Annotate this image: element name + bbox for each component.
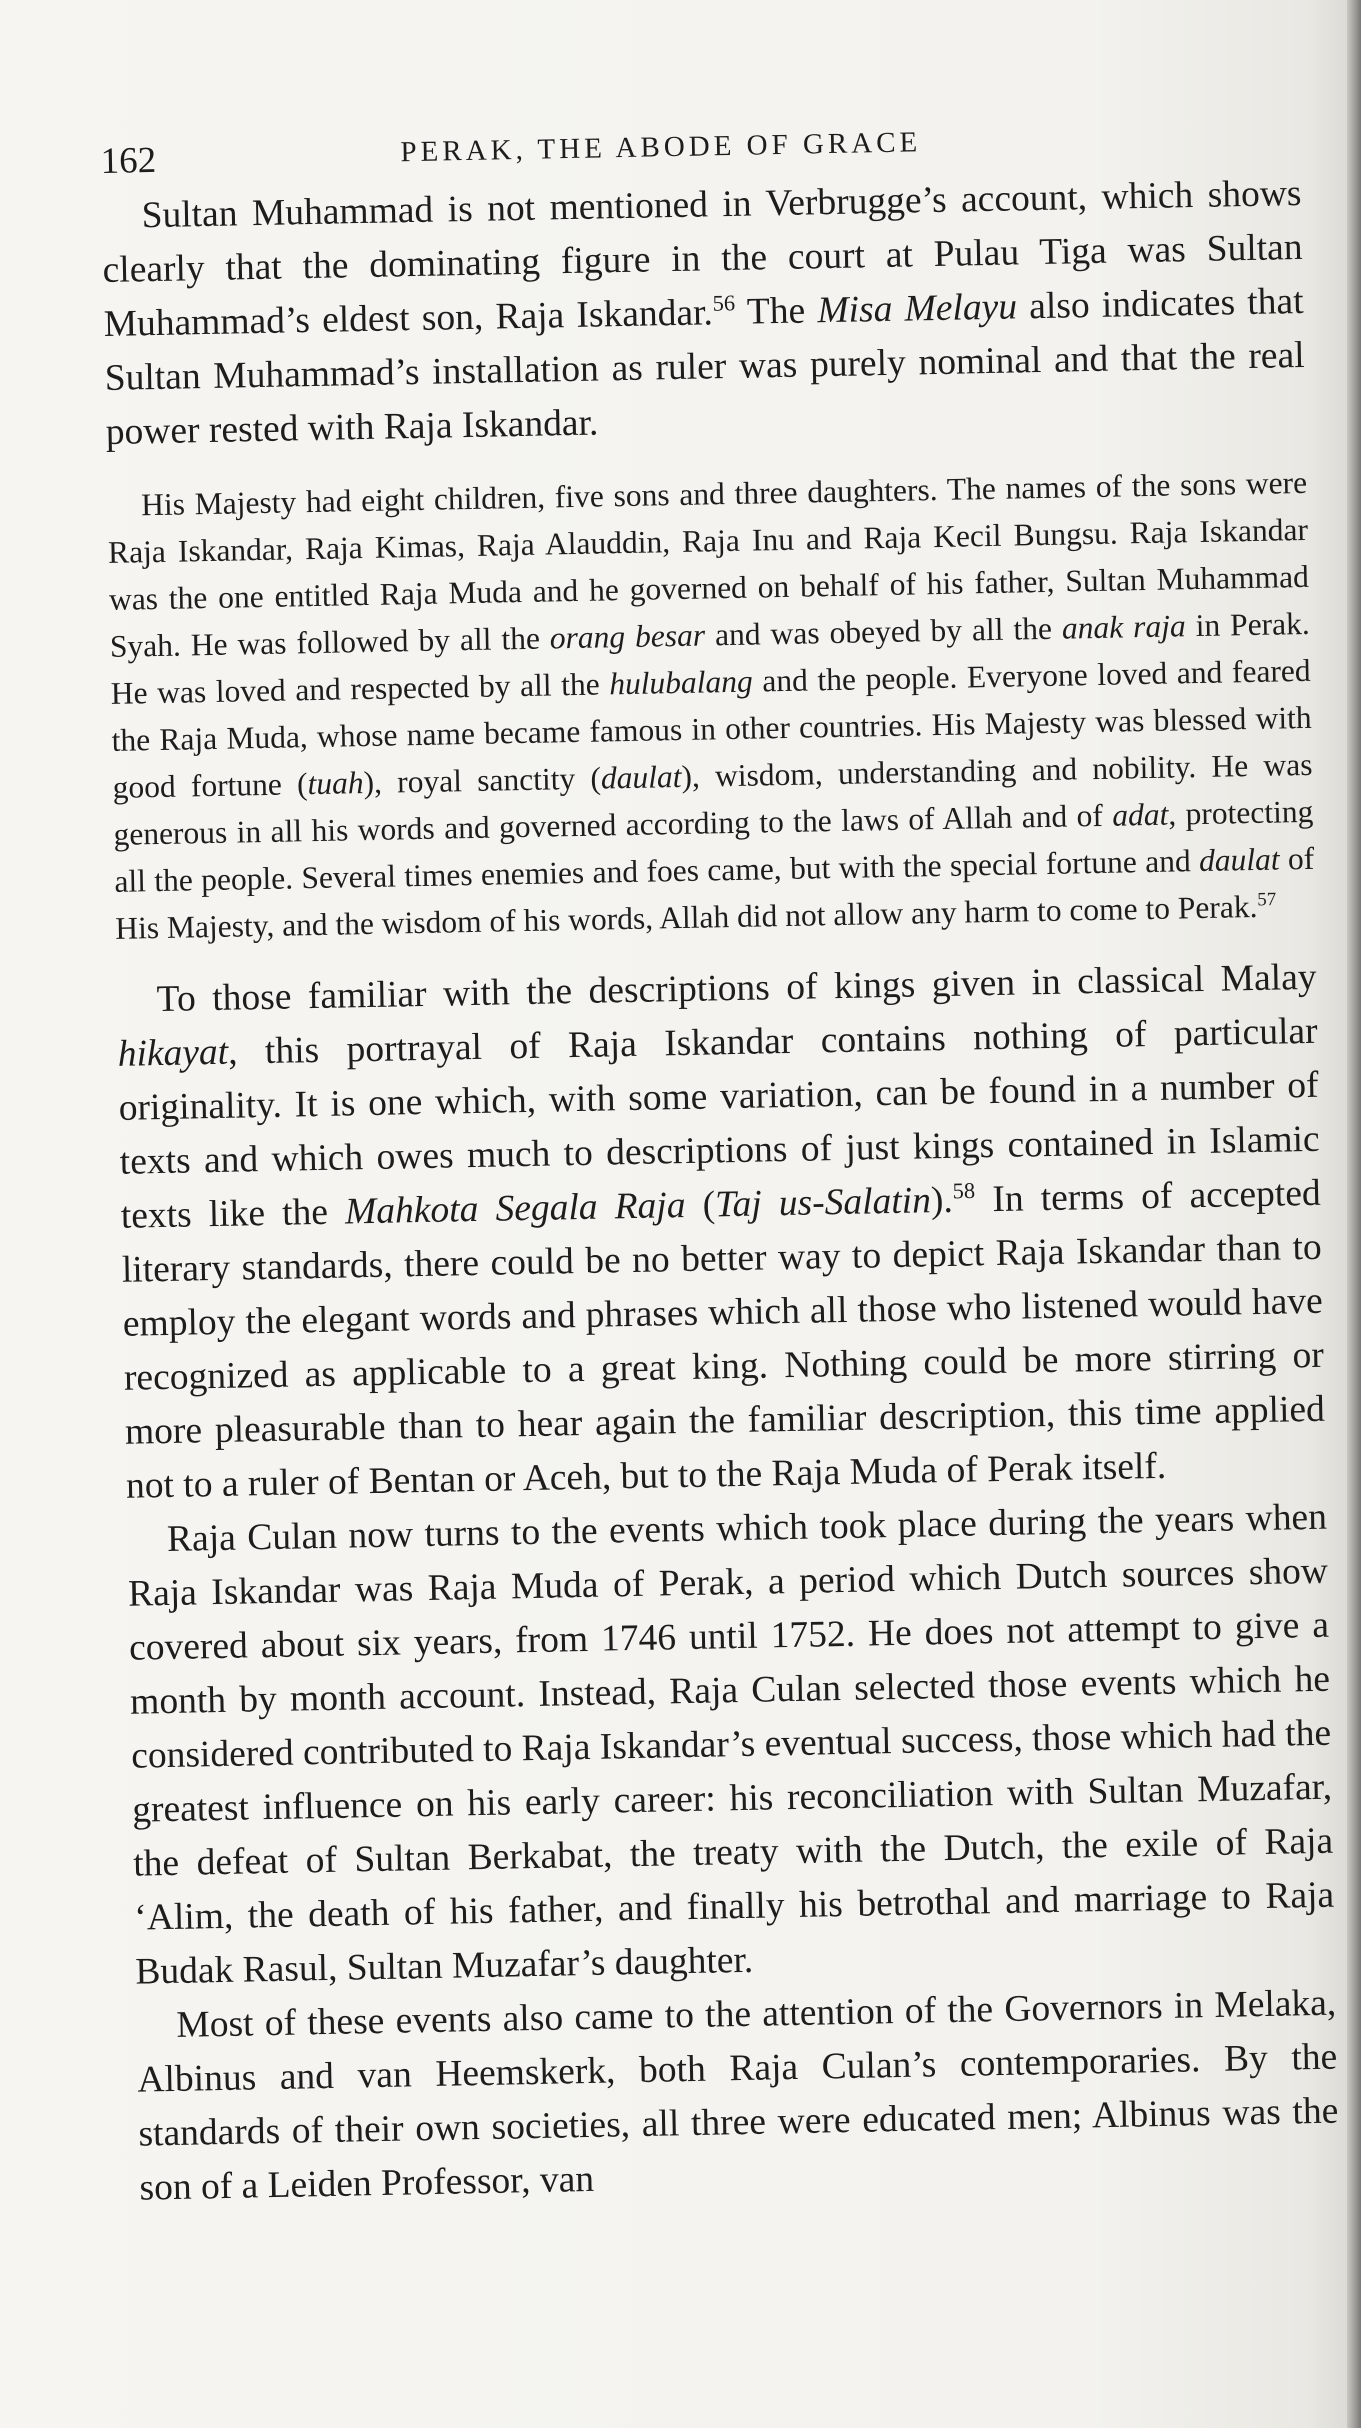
text-run: and the people. Everyone loved and feared the Raja Muda, whose name became famous in other countries. His Majesty was blessed with good fortune ( (111, 652, 1312, 805)
text-run: also indicates that Sultan Muhammad’s installation as ruler was purely nominal and that the real power rested with Raja Iskandar. (104, 280, 1305, 453)
text-run: To those familiar with the descriptions of kings given in classical Malay (156, 956, 1317, 1021)
paragraph-1 (101, 167, 1306, 460)
running-head: PERAK, THE ABODE OF GRACE (400, 126, 922, 169)
footnote-ref-56: 56 (712, 290, 736, 316)
page-gutter-shadow (1347, 0, 1361, 2428)
text-run: ), royal sanctity ( (363, 760, 602, 801)
text-run: , protecting all the people. Several times enemies and foes came, but with the special fortune and (114, 793, 1314, 899)
text-run: ( (685, 1184, 716, 1226)
text-run: of His Majesty, and the wisdom of his words, Allah did not allow any harm to come to Perak. (114, 840, 1315, 946)
italic-term: anak raja (1061, 608, 1186, 646)
text-run: In terms of accepted literary standards, there could be no better way to depict Raja Iskandar than to employ the elegant words and phrases which all those who listened would have recognized as applicable to a great king. Nothing could be more stirring or more pleasurable than to hear again the familiar description, this time applied not to a ruler of Bentan or Aceh, but to the Raja Muda of Perak itself. (121, 1172, 1326, 1507)
text-run: and was obeyed by all the (704, 610, 1063, 653)
italic-term: tuah (307, 765, 364, 802)
italic-term: hikayat (117, 1031, 229, 1075)
text-run: The (734, 290, 818, 333)
text-run: , this portrayal of Raja Iskandar contains nothing of particular originality. It is one which, with some variation, can be found in a number of texts and which owes much to descriptions of just kings contained in Islamic texts like the (118, 1010, 1320, 1237)
block-quote (107, 459, 1316, 952)
page-number: 162 (100, 139, 157, 182)
paragraph-4: Most of these events also came to the attention of the Governors in Melaka, Albinus and van Heemskerk, both Raja Culan’s contemporaries. By the standards of their own societies, all three were educated men; Albinus was the son of a Leiden Professor, van (137, 1982, 1339, 2209)
page-content (100, 107, 1340, 2216)
italic-term: orang besar (549, 617, 706, 656)
italic-term: daulat (600, 758, 682, 796)
footnote-ref-57: 57 (1257, 889, 1277, 911)
text-run: in Perak. He was loved and respected by all the (110, 605, 1311, 711)
italic-term: adat (1111, 796, 1169, 833)
italic-title: Mahkota Segala Raja (344, 1184, 686, 1233)
text-run: ). (930, 1179, 954, 1222)
footnote-ref-58: 58 (952, 1177, 976, 1204)
italic-term: daulat (1198, 841, 1280, 879)
paragraph-3: Raja Culan now turns to the events which took place during the years when Raja Iskandar was Raja Muda of Perak, a period which Dutch sources show covered about six years, from 1746 until 1752. He does not attempt to give a month by month account. Instead, Raja Culan selected those events which he considered contributed to Raja Iskandar’s eventual success, those which had the greatest influence on his early career: his reconciliation with Sultan Muzafar, the defeat of Sultan Berkabat, the treaty with the Dutch, the exile of Raja ‘Alim, the death of his father, and finally his betrothal and marriage to Raja Budak Rasul, Sultan Muzafar’s daughter. (127, 1496, 1335, 1993)
italic-term: hulubalang (608, 663, 754, 702)
italic-title: Taj us-Salatin (714, 1180, 932, 1226)
text-run: Sultan Muhammad is not mentioned in Verbrugge’s account, which shows clearly that the dominating figure in the court at Pulau Tiga was Sultan Muhammad’s eldest son, Raja Iskandar. (102, 172, 1303, 345)
text-run: His Majesty had eight children, five sons and three daughters. The names of the sons were Raja Iskandar, Raja Kimas, Raja Alauddin, Raja Inu and Raja Kecil Bungsu. Raja Iskandar was the one entitled Raja Muda and he governed on behalf of his father, Sultan Muhammad Syah. He was followed by all the (107, 464, 1310, 664)
italic-title: Misa Melayu (816, 286, 1018, 332)
text-run: ), wisdom, understanding and nobility. He was generous in all his words and governed according to the laws of Allah and of (113, 746, 1313, 852)
paragraph-2 (116, 951, 1326, 1514)
